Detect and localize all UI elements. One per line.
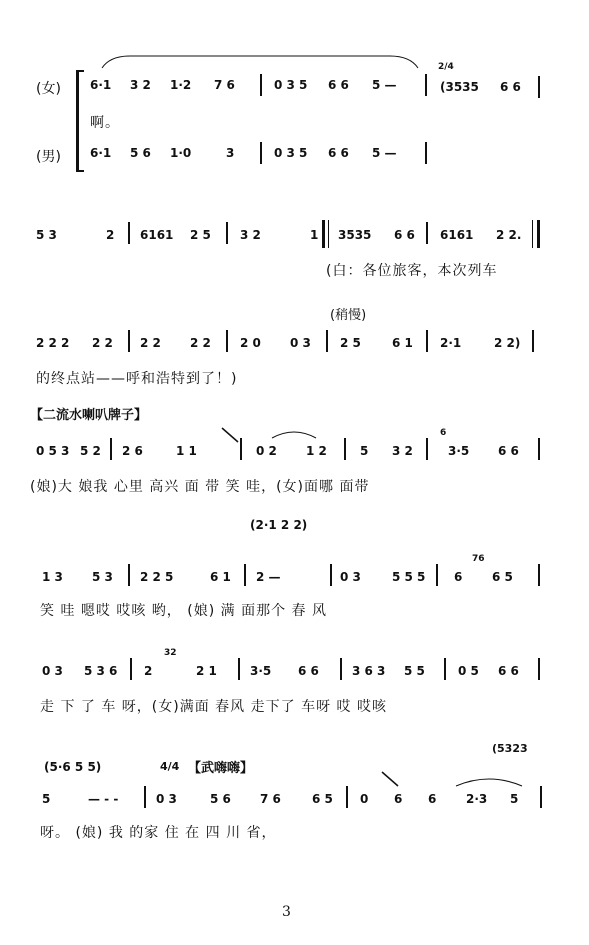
note-group: 2 <box>144 664 153 678</box>
note-group: 6 6 <box>498 444 519 458</box>
note-group: 0 5 3 <box>36 444 70 458</box>
slur-arc <box>100 52 420 72</box>
note-group: 2 5 <box>340 336 361 350</box>
note-group: 0 3 5 <box>274 78 308 92</box>
note-group: 3 2 <box>392 444 413 458</box>
note-group: 6 6 <box>498 664 519 678</box>
note-group: 6 6 <box>298 664 319 678</box>
note-group: 1 1 <box>176 444 197 458</box>
bracket-top <box>76 70 84 72</box>
note-group: 5 5 5 <box>392 570 426 584</box>
note-group: 5 — <box>372 146 397 160</box>
note-group: 5 3 <box>36 228 57 242</box>
lyric: 呀。 (娘) 我 的家 住 在 四 川 省， <box>40 825 277 841</box>
time-signature: 2/4 <box>438 62 454 72</box>
note-group: 3535 <box>338 228 372 242</box>
note-group: 6 <box>394 792 403 806</box>
barline <box>538 438 540 460</box>
note-group: 5 <box>510 792 519 806</box>
note-group: 6 6 <box>394 228 415 242</box>
spoken-aside: 的终点站——呼和浩特到了！) <box>36 371 238 387</box>
barline <box>110 438 112 460</box>
note-group: 1 2 <box>306 444 327 458</box>
grace-note: 32 <box>164 648 177 658</box>
note-group: 5 3 6 <box>84 664 118 678</box>
note-group: 6 6 <box>328 146 349 160</box>
barline <box>330 564 332 586</box>
barline <box>436 564 438 586</box>
time-signature: 4/4 <box>160 760 180 773</box>
note-group: 0 <box>360 792 369 806</box>
barline <box>538 658 540 680</box>
barline <box>344 438 346 460</box>
note-group: 3·5 <box>448 444 470 458</box>
lyric: 走 下 了 车 呀，(女)满面 春风 走下了 车呀 哎 哎咳 <box>40 699 387 715</box>
note-group: 0 3 5 <box>274 146 308 160</box>
note-group: 1·2 <box>170 78 192 92</box>
tie-arc <box>270 428 318 440</box>
grace-note: 76 <box>472 554 485 564</box>
note-group: 2 2 <box>92 336 113 350</box>
note-group: 0 2 <box>256 444 277 458</box>
note-group: 2 2 5 <box>140 570 174 584</box>
barline <box>540 786 542 808</box>
page-number: 3 <box>282 904 291 920</box>
lyric: 啊。 <box>90 115 120 131</box>
system-bracket <box>76 70 79 172</box>
note-group: 6 <box>428 792 437 806</box>
note-group: 2·3 <box>466 792 488 806</box>
note-group: 2 2. <box>496 228 522 242</box>
barline <box>426 330 428 352</box>
note-group: 2·1 <box>440 336 462 350</box>
note-group: 5 — <box>372 78 397 92</box>
note-group: 5 <box>42 792 51 806</box>
note-group: 5 5 <box>404 664 425 678</box>
repeat-barline <box>322 220 325 248</box>
note-group: 2 — <box>256 570 281 584</box>
note-group: 6161 <box>440 228 474 242</box>
note-group: 6 6 <box>500 80 521 94</box>
note-group: 5 6 <box>210 792 231 806</box>
note-group: 1 <box>310 228 319 242</box>
note-group: 0 3 <box>42 664 63 678</box>
repeat-barline-thin <box>532 220 533 248</box>
barline <box>128 564 130 586</box>
spoken-aside: (白：各位旅客，本次列车 <box>326 263 498 279</box>
tie-arc <box>454 774 524 788</box>
note-group: 5 <box>360 444 369 458</box>
breath-mark <box>380 770 400 790</box>
barline <box>260 74 262 96</box>
note-group: 2 2 <box>190 336 211 350</box>
note-group: 2 0 <box>240 336 261 350</box>
note-group: 5 6 <box>130 146 151 160</box>
barline <box>538 564 540 586</box>
note-group: 6·1 <box>90 146 112 160</box>
note-group: 0 3 <box>156 792 177 806</box>
barline <box>260 142 262 164</box>
note-group: 7 6 <box>214 78 235 92</box>
bracket-bottom <box>76 170 84 172</box>
barline <box>425 142 427 164</box>
note-group: 6 1 <box>392 336 413 350</box>
note-group: 1 3 <box>42 570 63 584</box>
barline <box>130 658 132 680</box>
note-group: 3·5 <box>250 664 272 678</box>
barline <box>326 330 328 352</box>
voice-label-female: (女) <box>36 81 61 97</box>
section-title: 【二流水喇叭牌子】 <box>30 408 148 423</box>
note-group: 0 5 <box>458 664 479 678</box>
note-group: 6 <box>454 570 463 584</box>
note-group: 2 <box>106 228 115 242</box>
note-group: 2 6 <box>122 444 143 458</box>
note-group: 3 6 3 <box>352 664 386 678</box>
note-group: 2 5 <box>190 228 211 242</box>
tempo-marking: (稍慢) <box>330 308 367 323</box>
barline <box>226 330 228 352</box>
note-group: 2 2 <box>140 336 161 350</box>
repeat-barline-thin <box>328 220 329 248</box>
barline <box>426 438 428 460</box>
intro-notes: (2·1 2 2) <box>250 518 308 532</box>
note-group: 6 6 <box>328 78 349 92</box>
note-group: — - - <box>88 792 119 806</box>
barline <box>144 786 146 808</box>
note-group: 6·1 <box>90 78 112 92</box>
note-group: 6 5 <box>492 570 513 584</box>
bracket-notes: (5323 <box>492 742 528 755</box>
barline <box>340 658 342 680</box>
note-group: 6 1 <box>210 570 231 584</box>
note-group: 1·0 <box>170 146 192 160</box>
barline <box>538 76 540 98</box>
note-group: 3 <box>226 146 235 160</box>
lyric: (娘)大 娘我 心里 高兴 面 带 笑 哇，(女)面哪 面带 <box>30 479 370 495</box>
barline <box>238 658 240 680</box>
barline <box>240 438 242 460</box>
note-group: 0 3 <box>290 336 311 350</box>
note-group: 5 3 <box>92 570 113 584</box>
barline <box>346 786 348 808</box>
breath-mark <box>220 426 240 446</box>
note-group: 3 2 <box>240 228 261 242</box>
note-group: (3535 <box>440 80 479 94</box>
repeat-barline <box>537 220 540 248</box>
barline <box>425 74 427 96</box>
note-group: 2 1 <box>196 664 217 678</box>
barline <box>444 658 446 680</box>
lyric: 笑 哇 嗯哎 哎咳 哟， (娘) 满 面那个 春 风 <box>40 603 327 619</box>
grace-note: 6 <box>440 428 447 438</box>
barline <box>128 222 130 244</box>
note-group: 6161 <box>140 228 174 242</box>
note-group: 6 5 <box>312 792 333 806</box>
voice-label-male: (男) <box>36 149 61 165</box>
barline <box>226 222 228 244</box>
barline <box>426 222 428 244</box>
intro-notes: (5·6 5 5) <box>44 760 102 774</box>
note-group: 5 2 <box>80 444 101 458</box>
barline <box>128 330 130 352</box>
note-group: 3 2 <box>130 78 151 92</box>
barline <box>532 330 534 352</box>
barline <box>244 564 246 586</box>
note-group: 7 6 <box>260 792 281 806</box>
note-group: 2 2 2 <box>36 336 70 350</box>
note-group: 0 3 <box>340 570 361 584</box>
note-group: 2 2) <box>494 336 521 350</box>
section-title: 【武嗨嗨】 <box>188 761 254 776</box>
